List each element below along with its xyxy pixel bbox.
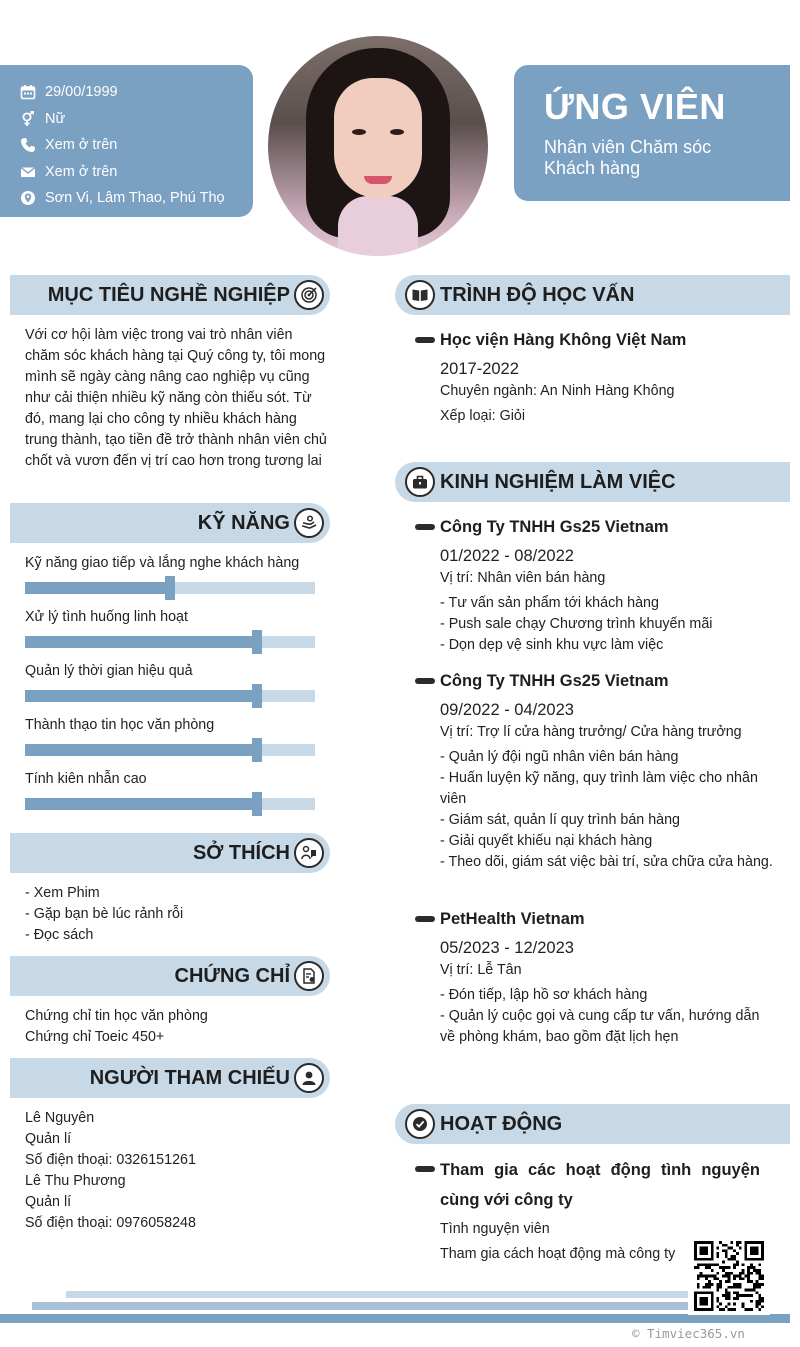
skill-bar-knob xyxy=(252,792,262,816)
phone-value: Xem ở trên xyxy=(45,137,118,154)
hands-icon xyxy=(294,508,324,538)
gender-value: Nữ xyxy=(45,110,66,127)
education-heading xyxy=(395,275,790,315)
certificates-title: CHỨNG CHỈ xyxy=(174,964,290,987)
skill-bar xyxy=(25,636,315,648)
skills-heading xyxy=(10,503,330,543)
hobby-item: - Xem Phim xyxy=(25,885,100,901)
references-title: NGƯỜI THAM CHIẾU xyxy=(89,1066,290,1089)
references-list xyxy=(25,1108,330,1234)
job-duty: - Huấn luyện kỹ năng, quy trình làm việc cho nhân viên xyxy=(440,770,758,807)
candidate-name: ỨNG VIÊN xyxy=(544,86,726,127)
footer-stripe xyxy=(32,1302,698,1310)
activities-heading xyxy=(395,1104,790,1144)
objective-text: Với cơ hội làm việc trong vai trò nhân viên chăm sóc khách hàng tại Quý công ty, tôi mong mình sẽ ngày càng nâng cao nghiệp vụ cũng như cải thiện nhiều kỹ năng còn thiếu sót. Từ đó, mang lại cho công ty nhiều khách hàng trung thành, tạo tiền đề trở thành nhân viên chủ chốt và vươn đến vị trí cao hơn trong tương lai xyxy=(25,327,327,469)
experience-heading xyxy=(395,462,790,502)
phone-icon xyxy=(20,137,36,153)
calendar-icon xyxy=(20,84,36,100)
hobbies-list xyxy=(25,883,330,946)
skill-bar xyxy=(25,582,315,594)
job-period: 09/2022 - 04/2023 xyxy=(440,701,574,719)
book-icon xyxy=(405,280,435,310)
reference-line: Lê Nguyên xyxy=(25,1110,95,1126)
hobby-item: - Gặp bạn bè lúc rảnh rỗi xyxy=(25,906,184,922)
job-period: 05/2023 - 12/2023 xyxy=(440,939,574,957)
reference-line: Số điện thoại: 0326151261 xyxy=(25,1152,196,1168)
job-duty: - Quản lý cuộc gọi và cung cấp tư vấn, hướng dẫn về phòng khám, bao gồm đặt lịch hẹn xyxy=(440,1008,760,1045)
job-company: Công Ty TNHH Gs25 Vietnam xyxy=(440,518,669,536)
skill-bar-knob xyxy=(252,630,262,654)
job-duty: - Dọn dẹp vệ sinh khu vực làm việc xyxy=(440,637,664,653)
hobby-icon xyxy=(294,838,324,868)
skill-bar-knob xyxy=(252,684,262,708)
experience-title: KINH NGHIỆM LÀM VIỆC xyxy=(440,470,676,493)
skill-bar-fill xyxy=(25,690,257,702)
skill-label: Xử lý tình huống linh hoạt xyxy=(25,609,188,625)
skill-label: Kỹ năng giao tiếp và lắng nghe khách hàng xyxy=(25,555,300,571)
job-entry xyxy=(415,905,775,1048)
job-duty: - Push sale chạy Chương trình khuyến mãi xyxy=(440,616,713,632)
address-value: Sơn Vi, Lâm Thao, Phú Thọ xyxy=(45,190,225,207)
reference-line: Lê Thu Phương xyxy=(25,1173,126,1189)
hobbies-heading xyxy=(10,833,330,873)
job-duty: - Theo dõi, giám sát việc bài trí, sửa chữa cửa hàng. xyxy=(440,854,773,870)
name-box xyxy=(514,65,790,201)
objective-heading xyxy=(10,275,330,315)
objective-title: MỤC TIÊU NGHỀ NGHIỆP xyxy=(47,283,290,306)
certificate-icon xyxy=(294,961,324,991)
job-position: Vị trí: Lễ Tân xyxy=(440,962,522,978)
activity-role: Tình nguyện viên xyxy=(440,1221,550,1237)
school-name: Học viện Hàng Không Việt Nam xyxy=(440,331,687,349)
certificate-item: Chứng chỉ Toeic 450+ xyxy=(25,1029,165,1045)
job-duty: - Tư vấn sản phẩm tới khách hàng xyxy=(440,595,659,611)
job-position: Vị trí: Trợ lí cửa hàng trưởng/ Cửa hàng trưởng xyxy=(440,724,742,740)
skill-bar-fill xyxy=(25,744,257,756)
contact-box xyxy=(0,65,253,217)
skill-label: Thành thạo tin học văn phòng xyxy=(25,717,215,733)
skill-bar-fill xyxy=(25,798,257,810)
skill-bar xyxy=(25,744,315,756)
skills-title: KỸ NĂNG xyxy=(197,511,290,534)
reference-line: Số điện thoại: 0976058248 xyxy=(25,1215,196,1231)
email-value: Xem ở trên xyxy=(45,163,118,180)
birthday-value: 29/00/1999 xyxy=(45,84,118,101)
contact-email xyxy=(20,159,253,186)
person-icon xyxy=(294,1063,324,1093)
references-heading xyxy=(10,1058,330,1098)
contact-gender xyxy=(20,106,253,133)
education-rank: Xếp loại: Giỏi xyxy=(440,408,526,424)
job-duty: - Quản lý đội ngũ nhân viên bán hàng xyxy=(440,749,679,765)
skill-bar-knob xyxy=(165,576,175,600)
job-company: PetHealth Vietnam xyxy=(440,910,585,928)
contact-address xyxy=(20,185,253,212)
education-years: 2017-2022 xyxy=(440,360,519,378)
target-icon xyxy=(294,280,324,310)
footer-stripe xyxy=(0,1314,790,1323)
education-entry xyxy=(415,326,775,427)
contact-birthday xyxy=(20,79,253,106)
profile-photo xyxy=(268,36,488,256)
skill-bar xyxy=(25,690,315,702)
contact-phone xyxy=(20,132,253,159)
skill-bar-fill xyxy=(25,582,170,594)
footer-credit: © Timviec365.vn xyxy=(632,1326,745,1341)
footer-stripe xyxy=(66,1291,698,1298)
job-entry xyxy=(415,667,775,873)
activity-description: Tham gia cách hoạt động mà công ty xyxy=(440,1246,676,1262)
reference-line: Quản lí xyxy=(25,1194,72,1210)
skill-bar xyxy=(25,798,315,810)
activity-name: Tham gia các hoạt động tình nguyện cùng với công ty xyxy=(440,1161,760,1209)
hobby-item: - Đọc sách xyxy=(25,927,94,943)
skill-label: Tính kiên nhẫn cao xyxy=(25,771,147,787)
job-entry xyxy=(415,513,775,656)
education-major: Chuyên ngành: An Ninh Hàng Không xyxy=(440,383,675,399)
check-badge-icon xyxy=(405,1109,435,1139)
reference-line: Quản lí xyxy=(25,1131,72,1147)
hobbies-title: SỞ THÍCH xyxy=(192,841,290,864)
certificates-list xyxy=(25,1006,330,1048)
candidate-position: Nhân viên Chăm sóc Khách hàng xyxy=(544,137,712,178)
skill-label: Quản lý thời gian hiệu quả xyxy=(25,663,193,679)
gender-icon xyxy=(20,111,36,127)
job-company: Công Ty TNHH Gs25 Vietnam xyxy=(440,672,669,690)
skill-bar-knob xyxy=(252,738,262,762)
job-duty: - Giám sát, quản lí quy trình bán hàng xyxy=(440,812,681,828)
briefcase-icon xyxy=(405,467,435,497)
envelope-icon xyxy=(20,164,36,180)
location-icon xyxy=(20,190,36,206)
job-position: Vị trí: Nhân viên bán hàng xyxy=(440,570,606,586)
job-duty: - Giải quyết khiếu nại khách hàng xyxy=(440,833,653,849)
job-period: 01/2022 - 08/2022 xyxy=(440,547,574,565)
activities-title: HOẠT ĐỘNG xyxy=(440,1112,563,1135)
education-title: TRÌNH ĐỘ HỌC VẤN xyxy=(440,283,635,306)
skill-bar-fill xyxy=(25,636,257,648)
qr-code xyxy=(688,1237,770,1315)
job-duty: - Đón tiếp, lập hồ sơ khách hàng xyxy=(440,987,648,1003)
certificate-item: Chứng chỉ tin học văn phòng xyxy=(25,1008,208,1024)
certificates-heading xyxy=(10,956,330,996)
